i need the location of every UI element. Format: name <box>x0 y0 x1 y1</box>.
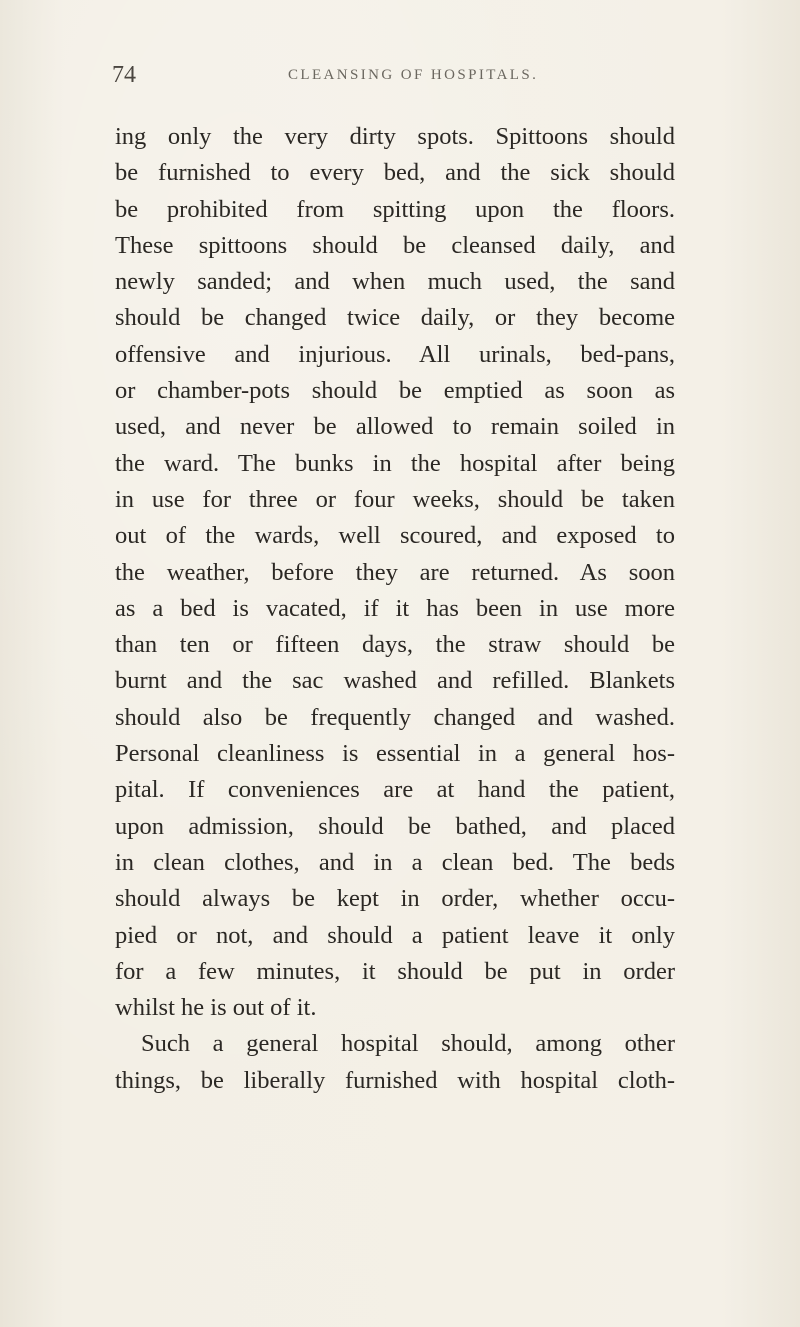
text-line: should be changed twice daily, or they become <box>115 304 675 332</box>
text-line: offensive and injurious. All urinals, bed-pans, <box>115 340 675 368</box>
text-line: in use for three or four weeks, should be taken <box>115 485 675 513</box>
running-head: CLEANSING OF HOSPITALS. <box>288 67 539 83</box>
text-line: These spittoons should be cleansed daily, and <box>115 231 675 259</box>
text-line: things, be liberally furnished with hospital cloth- <box>115 1066 675 1094</box>
text-line: for a few minutes, it should be put in order <box>115 957 675 985</box>
text-line: or chamber-pots should be emptied as soon as <box>115 377 675 405</box>
text-line: be prohibited from spitting upon the floors. <box>115 195 675 223</box>
text-line: should also be frequently changed and washed. <box>115 703 675 731</box>
text-line: ing only the very dirty spots. Spittoons should <box>115 123 675 150</box>
text-line: newly sanded; and when much used, the sand <box>115 268 675 296</box>
text-line: should always be kept in order, whether occu- <box>115 885 675 913</box>
text-line: burnt and the sac washed and refilled. Blankets <box>115 667 675 695</box>
text-line: the ward. The bunks in the hospital after being <box>115 449 675 477</box>
text-line: than ten or fifteen days, the straw should be <box>115 631 675 659</box>
text-line: pital. If conveniences are at hand the patient, <box>115 776 675 804</box>
text-line: the weather, before they are returned. As soon <box>115 558 675 586</box>
body-text <box>115 119 675 1099</box>
page-header <box>112 62 672 92</box>
text-line: Such a general hospital should, among other <box>141 1030 675 1058</box>
text-line: out of the wards, well scoured, and exposed to <box>115 522 675 550</box>
text-line: used, and never be allowed to remain soiled in <box>115 413 675 441</box>
text-line: Personal cleanliness is essential in a general hos- <box>115 740 675 768</box>
text-line: as a bed is vacated, if it has been in use more <box>115 594 675 622</box>
text-line: be furnished to every bed, and the sick should <box>115 159 675 187</box>
text-line: in clean clothes, and in a clean bed. The beds <box>115 848 675 876</box>
page-number: 74 <box>112 62 136 88</box>
text-line: whilst he is out of it. <box>115 994 317 1022</box>
text-line: pied or not, and should a patient leave it only <box>115 921 675 949</box>
text-line: upon admission, should be bathed, and placed <box>115 812 675 840</box>
